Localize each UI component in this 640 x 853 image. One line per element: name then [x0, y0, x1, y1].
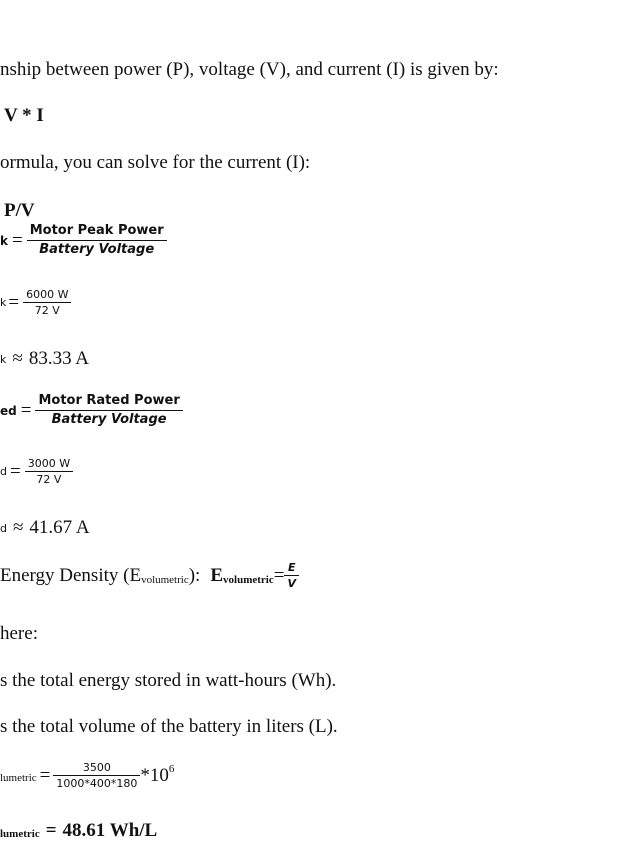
density-denominator: V: [287, 577, 296, 590]
calc-exponent: 6: [168, 762, 175, 775]
equals-sign: =: [39, 764, 51, 786]
rated-subscript-3: d: [0, 521, 7, 535]
peak-subscript-3: k: [0, 352, 7, 366]
density-numerator: E: [284, 560, 299, 576]
peak-value-denominator: 72 V: [34, 304, 60, 317]
equals-sign: =: [9, 460, 21, 482]
density-label: Energy Density (E: [0, 564, 142, 586]
equals-sign: =: [45, 820, 57, 841]
power-formula: V * I: [4, 105, 44, 126]
where-text: here:: [0, 623, 38, 644]
approx-sign: ≈: [12, 348, 23, 369]
rated-value-numerator: 3000 W: [25, 456, 73, 472]
energy-density-line: [0, 560, 299, 591]
peak-result: 83.33 A: [28, 348, 89, 369]
equals-sign: =: [20, 399, 32, 421]
equals-sign: =: [11, 229, 23, 251]
equals-sign: =: [273, 564, 285, 586]
equals-sign: =: [8, 291, 20, 313]
approx-sign: ≈: [12, 517, 24, 538]
rated-numerator: Motor Rated Power: [35, 392, 182, 411]
final-result: 48.61 Wh/L: [62, 820, 158, 841]
peak-numerator: Motor Peak Power: [27, 222, 167, 241]
current-formula: P/V: [4, 200, 35, 221]
peak-subscript-2: k: [0, 296, 7, 309]
density-final-line: [0, 820, 157, 842]
rated-result: 41.67 A: [29, 517, 90, 538]
peak-value-formula: [0, 287, 71, 318]
peak-value-fraction: [23, 287, 71, 318]
intro-text: nship between power (P), voltage (V), and current (I) is given by:: [0, 59, 499, 80]
energy-definition: s the total energy stored in watt-hours (Wh).: [0, 670, 337, 691]
density-fraction: [284, 560, 299, 591]
rated-value-denominator: 72 V: [36, 473, 62, 486]
rated-value-fraction: [25, 456, 73, 487]
solve-text: ormula, you can solve for the current (I):: [0, 152, 311, 173]
rated-fraction: [35, 392, 182, 429]
calc-subscript: lumetric: [0, 771, 37, 784]
rated-result-line: [0, 517, 90, 539]
rated-value-formula: [0, 456, 73, 487]
calc-fraction: [53, 760, 140, 791]
calc-multiplier: *10: [140, 764, 169, 786]
peak-value-numerator: 6000 W: [23, 287, 71, 303]
density-label-subscript: volumetric: [141, 573, 189, 586]
rated-denominator: Battery Voltage: [51, 412, 167, 427]
density-formula-E: E: [210, 564, 224, 586]
calc-numerator: 3500: [53, 760, 140, 776]
density-formula-subscript: volumetric: [223, 573, 274, 586]
calc-denominator: 1000*400*180: [56, 777, 138, 790]
final-subscript: lumetric: [0, 828, 40, 840]
peak-fraction: [27, 222, 167, 259]
rated-subscript-2: d: [0, 465, 7, 478]
peak-current-formula: [0, 222, 167, 259]
peak-result-line: [0, 348, 89, 370]
rated-current-formula: [0, 392, 183, 429]
volume-definition: s the total volume of the battery in liters (L).: [0, 716, 338, 737]
peak-denominator: Battery Voltage: [39, 242, 155, 257]
density-label-close: ):: [188, 564, 201, 586]
peak-subscript: k: [0, 233, 8, 248]
density-calculation: [0, 760, 174, 791]
rated-subscript: ed: [0, 403, 17, 418]
